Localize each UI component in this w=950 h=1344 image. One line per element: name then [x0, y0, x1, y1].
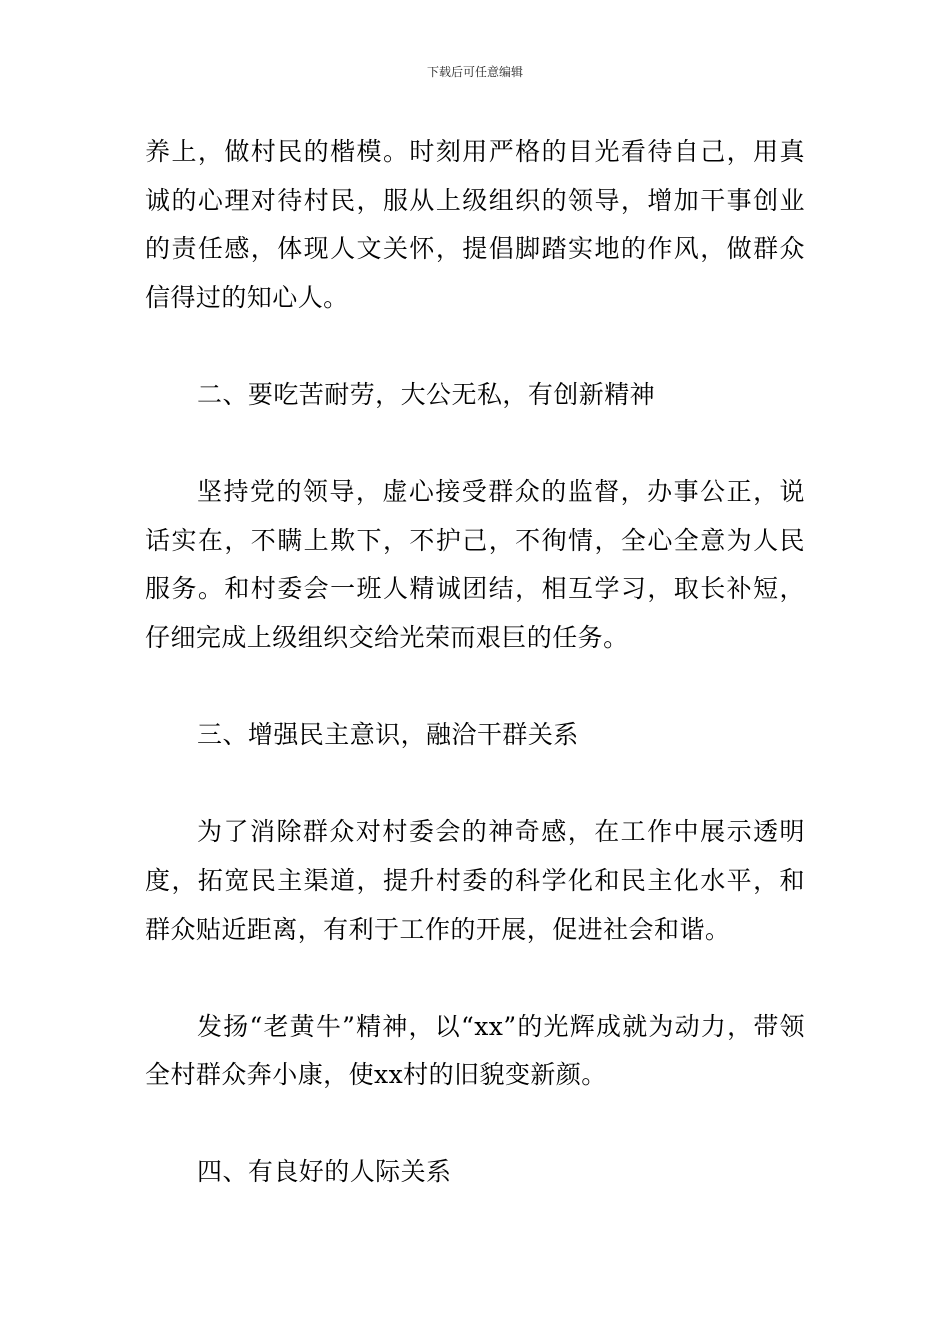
paragraph-section-2: 坚持党的领导，虚心接受群众的监督，办事公正，说话实在，不瞒上欺下，不护己，不徇情，全心全意为人民服务。和村委会一班人精诚团结，相互学习，取长补短，仔细完成上级组织交给光荣而艰巨的任务。 — [145, 477, 805, 652]
paragraph-continuation: 养上，做村民的楷模。时刻用严格的目光看待自己，用真诚的心理对待村民，服从上级组织的领导，增加干事创业的责任感，体现人文关怀，提倡脚踏实地的作风，做群众信得过的知心人。 — [145, 137, 805, 312]
paragraph-gap — [145, 760, 805, 809]
section-heading-3: 三、增强民主意识，融洽干群关系 — [197, 720, 579, 750]
paragraph-gap — [145, 663, 805, 712]
paragraph-section-3: 为了消除群众对村委会的神奇感，在工作中展示透明度，拓宽民主渠道，提升村委的科学化和民主化水平，和群众贴近距离，有利于工作的开展，促进社会和谐。 — [145, 817, 805, 944]
section-heading-2: 二、要吃苦耐劳，大公无私，有创新精神 — [197, 379, 656, 409]
paragraph-gap — [145, 954, 805, 1003]
paragraph-section-3b: 发扬“老黄牛”精神，以“xx”的光辉成就为动力，带领全村群众奔小康，使xx村的旧貌变新颜。 — [145, 1011, 805, 1090]
section-heading-4: 四、有良好的人际关系 — [197, 1157, 452, 1187]
page-header: 下载后可任意编辑 — [426, 65, 523, 79]
paragraph-gap — [145, 420, 805, 469]
paragraph-gap — [145, 1100, 805, 1149]
document-body — [145, 128, 805, 1197]
paragraph-gap — [145, 322, 805, 371]
